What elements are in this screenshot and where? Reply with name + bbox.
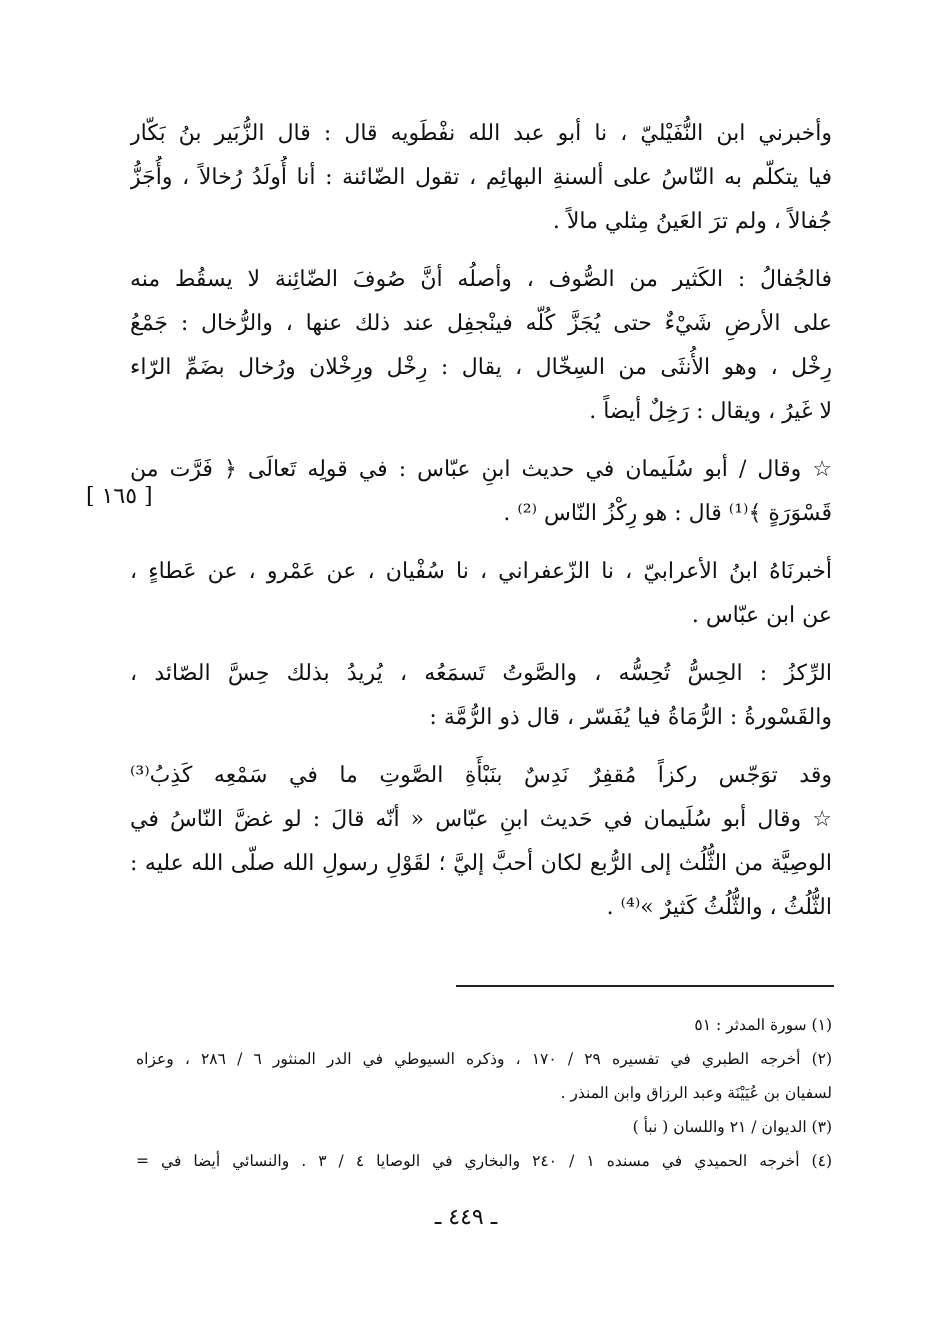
body-line: والقَسْورةُ : الرُّمَاةُ فيا يُفَسّر ، قال ذو الرُّمَّة : (429, 705, 832, 730)
body-line: قَسْوَرَةٍ ﴾⁽¹⁾ قال : هو رِكْزُ النّاس ⁽²⁾ . (503, 501, 832, 526)
footnote-line: (٢) أخرجه الطبري في تفسيره ٢٩ / ١٧٠ ، وذكره السيوطي في الدر المنثور ٦ / ٢٨٦ ، وعزاه (136, 1050, 832, 1068)
body-line: عن ابن عبّاس . (691, 603, 832, 628)
footnote-line: لسفيان بن عُيَيْنَة وعبد الرزاق وابن المنذر . (560, 1084, 832, 1102)
body-line: لا غَيرُ ، ويقال : رَخِلٌ أيضاً . (589, 399, 832, 424)
body-line: على الأرضِ شَيْءٌ حتى يُجَزَّ كُلّه فينْجفِل عند ذلك عنها ، والرُّخال : جَمْعُ (130, 311, 832, 336)
main-text (130, 112, 832, 930)
body-line: أخبرنَاهُ ابنُ الأعرابيّ ، نا الزّعفراني ، نا سُفْيان ، عن عَمْرو ، عن عَطاءٍ ، (130, 559, 832, 584)
body-line: الثُّلُثُ ، والثُّلُثُ كَثيرٌ »⁽⁴⁾ . (606, 895, 832, 920)
footnotes (136, 1008, 832, 1178)
footnote-line: (٣) الديوان / ٢١ واللسان ( نبأ ) (632, 1118, 832, 1136)
body-line: ☆ وقال أبو سُلَيمان في حَديث ابنِ عبّاس « أنّه قالَ : لو غضَّ النّاسُ في (130, 807, 832, 832)
body-line: رِخْل ، وهو الأُنثَى من السِخّال ، يقال : رِخْل ورِخْلان ورُخال بضَمِّ الرّاء (130, 355, 832, 380)
body-line: الرِّكزُ : الحِسُّ تُحِسُّه ، والصَّوتُ تَسمَعُه ، يُريدُ بذلك حِسَّ الصّائد ، (130, 661, 832, 686)
margin-page-reference: [ ١٦٥ ] (86, 484, 153, 509)
body-line: ☆ وقال / أبو سُلَيمان في حديث ابنِ عبّاس : في قولِه تَعالَى ﴿ فَرَّت من (130, 457, 832, 482)
body-line: وأخبرني ابن النُّفَيْليّ ، نا أبو عبد الله نفْطَويه قال : قال الزُّبَير بنُ بَكّار (130, 121, 832, 146)
verse-line: وقد توَجّس ركزاً مُقفِرٌ نَدِسٌ بنَبْأَةِ الصَّوتِ ما في سَمْعِه كَذِبُ⁽³⁾ (130, 763, 832, 788)
body-line: فالجُفالُ : الكَثير من الصُّوف ، وأصلُه أنَّ صُوفَ الضّائِنة لا يسقُط منه (130, 267, 832, 292)
page-number: ـ ٤٤٩ ـ (434, 1205, 498, 1230)
footnote-line: (١) سورة المدثر : ٥١ (694, 1016, 832, 1034)
footnote-line: (٤) أخرجه الحميدي في مسنده ١ / ٢٤٠ والبخاري في الوصايا ٤ / ٣ . والنسائي أيضا في = (136, 1152, 832, 1170)
body-line: فيا يتكلّم به النّاسُ على ألسنةِ البهائِم ، تقول الضّائنة : أنا أُولَدُ رُخالاً ، وأُجَزُّ (130, 165, 832, 190)
body-line: جُفالاً ، ولم ترَ العَينُ مِثلي مالاً . (552, 209, 832, 234)
footnote-divider (456, 985, 834, 987)
body-line: الوصِيَّة من الثُّلُث إلى الرُّبع لكان أحبَّ إليَّ ؛ لقَوْلِ رسولِ الله صلّى الله عليه : (130, 851, 832, 876)
